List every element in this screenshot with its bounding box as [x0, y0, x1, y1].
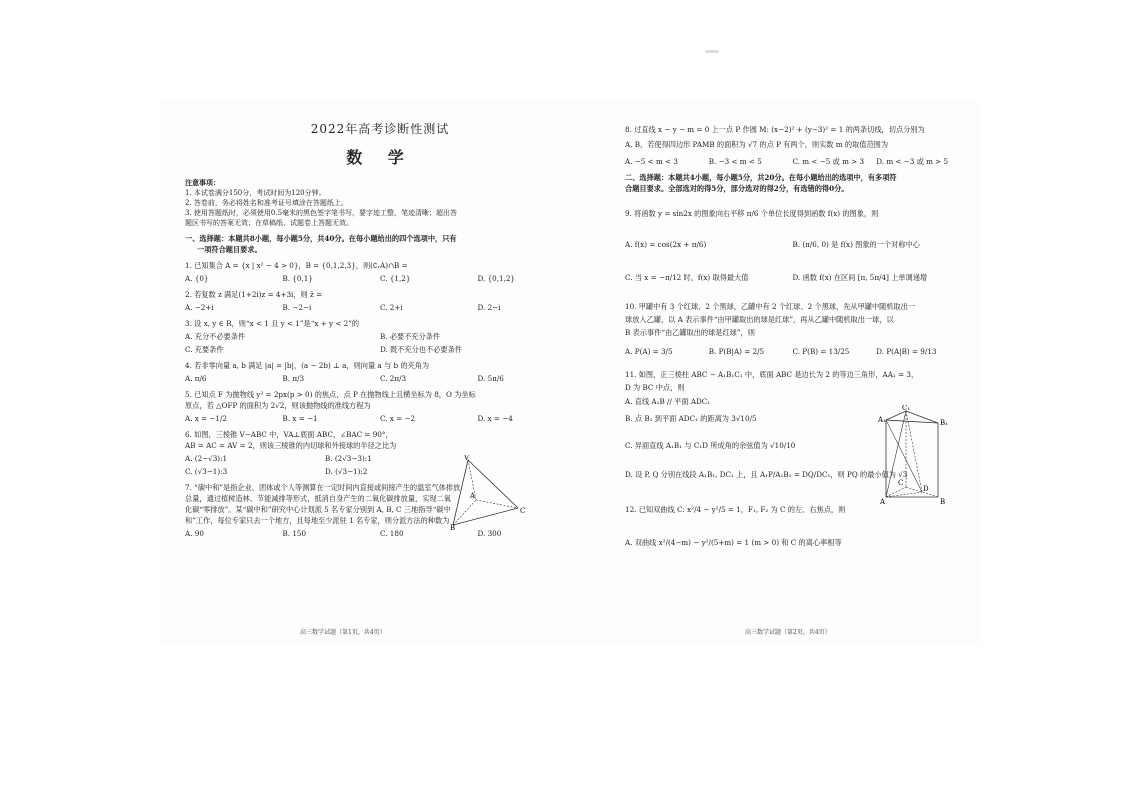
question-10-cont: B 表示事件“由乙罐取出的球是红球”，则 [625, 328, 755, 337]
option: A. {0} [185, 274, 209, 283]
question-9-options-row2 [625, 272, 960, 283]
notice-item: 2. 答卷前，务必将姓名和准考证号填涂在答题纸上。 [185, 199, 348, 207]
option: A. −2+i [185, 303, 214, 312]
question-7-cont: 总量，通过植树造林、节能减排等形式，抵消自身产生的二氧化碳排放量，实现二氧 [185, 494, 451, 503]
question-9-options-row1 [625, 239, 960, 250]
question-3-options-row2 [185, 344, 575, 355]
question-7: 7. “碳中和”是指企业、团体或个人等测算在一定时间内直接或间接产生的温室气体排放 [185, 483, 461, 492]
option: D. 函数 f(x) 在区间 [π, 5π/4] 上单调递增 [792, 273, 928, 282]
question-10-options [625, 346, 960, 357]
figure-label: A [880, 498, 886, 505]
option: A. π/6 [185, 374, 207, 383]
prism-figure [878, 405, 963, 505]
option: D. m < −3 或 m > 5 [876, 157, 949, 166]
option: A. −5 < m < 3 [625, 157, 678, 166]
exam-title: 2022年高考诊断性测试 [310, 122, 450, 136]
question-6: 6. 如图，三棱锥 V−ABC 中，VA⊥底面 ABC，∠BAC = 90°， [185, 430, 393, 439]
option: C. 2π/3 [380, 374, 407, 383]
section1-header: 一、选择题：本题共8小题，每小题5分，共40分。在每小题给出的四个选项中，只有 [185, 234, 457, 243]
question-2-options [185, 302, 575, 313]
figure-label: B [940, 498, 946, 505]
option: B. −2−i [282, 303, 312, 312]
question-6-options-row1 [185, 453, 465, 464]
question-11-opt-a: A. 直线 A₁B // 平面 ADC₁ [625, 397, 711, 406]
figure-label: D [923, 485, 929, 493]
question-5-cont: 原点，若 △OFP 的面积为 2√2，则该抛物线的准线方程为 [185, 401, 371, 410]
figure-label: A [470, 492, 476, 500]
option: C. m < −5 或 m > 3 [792, 157, 865, 166]
notice-title: 注意事项： [185, 178, 220, 187]
question-3: 3. 设 x, y ∈ R，则“x < 1 且 y < 1”是“x + y < 2”的 [185, 319, 360, 328]
question-8: 8. 过直线 x − y − m = 0 上一点 P 作圆 M: (x−2)² + (y−3)² = 1 的两条切线，切点分别为 [625, 125, 925, 134]
option: B. x = −1 [282, 414, 318, 423]
option: C. x = −2 [380, 414, 416, 423]
option: D. P(A|B) = 9/13 [876, 347, 937, 356]
option: C. P(B) = 13/25 [792, 347, 850, 356]
question-7-cont: 和”工作，每位专家只去一个地方，且每地至少派驻 1 名专家，则分派方法的种数为 [185, 516, 450, 525]
option: D. x = −4 [477, 414, 513, 423]
question-2: 2. 若复数 z 满足(1+2i)z = 4+3i，则 z̄ = [185, 290, 323, 299]
question-5: 5. 已知点 F 为抛物线 y² = 2px(p > 0) 的焦点，点 P 在抛物线上且横坐标为 8，O 为坐标 [185, 390, 476, 399]
page-footer-left: 高三数学试题（第1页，共4页） [300, 629, 386, 636]
option: A. P(A) = 3/5 [625, 347, 673, 356]
option: C. (√3−1):3 [185, 467, 228, 476]
figure-label: C [898, 479, 904, 487]
figure-label: B₁ [940, 419, 948, 427]
question-10: 10. 甲罐中有 3 个红球、2 个黑球，乙罐中有 2 个红球、2 个黑球，先从甲罐中随机取出一 [625, 302, 916, 311]
option: B. 必要不充分条件 [380, 332, 441, 341]
scan-mark [705, 50, 719, 53]
option: B. −3 < m < 5 [708, 157, 762, 166]
option: A. f(x) = cos(2x + π/6) [625, 240, 707, 249]
page-footer-right: 高三数学试题（第2页，共4页） [745, 629, 831, 636]
question-4: 4. 若非零向量 a, b 满足 |a| = |b|，(a − 2b) ⊥ a，则向量 a 与 b 的夹角为 [185, 361, 430, 370]
section1-header2: 一项符合题目要求。 [197, 245, 262, 254]
question-1-options [185, 273, 575, 284]
subject-title: 数 学 [346, 148, 414, 167]
question-8-cont: A, B，若使得四边形 PAMB 的面积为 √7 的点 P 有两个，则实数 m 的取值范围为 [625, 140, 889, 149]
option: A. 90 [185, 529, 204, 538]
option: D. 300 [477, 529, 502, 538]
figure-label: V [464, 455, 470, 462]
question-12-opt-a: A. 双曲线 x²/(4−m) − y²/(5+m) = 1 (m > 0) 和 C 的离心率相等 [625, 538, 842, 547]
question-3-options-row1 [185, 331, 575, 342]
figure-label: C [520, 507, 526, 515]
question-8-options [625, 156, 960, 167]
question-9: 9. 将函数 y = sin2x 的图象向右平移 π/6 个单位长度得到函数 f(x) 的图象，则 [625, 209, 879, 218]
question-4-options [185, 373, 575, 384]
question-11: 11. 如图，正三棱柱 ABC − A₁B₁C₁ 中，底面 ABC 是边长为 2 的等边三角形，AA₁ = 3， [625, 370, 919, 379]
figure-label: C₁ [902, 405, 911, 412]
question-11-opt-c: C. 异面直线 A₁B₁ 与 C₁D 所成角的余弦值为 √10/10 [625, 441, 796, 450]
section2-header: 二、选择题：本题共4小题，每小题5分，共20分。在每小题给出的选项中，有多项符 [625, 173, 897, 182]
question-10-cont: 球放入乙罐，以 A 表示事件“由甲罐取出的球是红球”，再从乙罐中随机取出一球，以 [625, 315, 894, 324]
option: B. P(B|A) = 2/5 [708, 347, 765, 356]
option: D. (√3−1):2 [325, 467, 368, 476]
question-5-options [185, 413, 575, 424]
question-11-opt-b: B. 点 B₁ 到平面 ADC₁ 的距离为 3√10/5 [625, 414, 757, 423]
question-7-cont: 化碳“零排放”。某“碳中和”研究中心计划派 5 名专家分别到 A, B, C 三地指导“碳中 [185, 505, 451, 514]
tetrahedron-figure [450, 455, 530, 530]
option: D. 既不充分也不必要条件 [380, 345, 462, 354]
question-1: 1. 已知集合 A = {x | x² − 4 > 0}，B = {0,1,2,3}，则(∁ᵣA)∩B = [185, 261, 408, 270]
option: C. 180 [380, 529, 404, 538]
question-12: 12. 已知双曲线 C: x²/4 − y²/5 = 1，F₁, F₂ 为 C 的左、右焦点，则 [625, 505, 846, 514]
question-6-cont: AB = AC = AV = 2，则该三棱锥的内切球和外接球的半径之比为 [185, 441, 397, 450]
notice-item: 1. 本试卷满分150分，考试时间为120分钟。 [185, 189, 326, 197]
notice-item: 题区书写的答案无效；在草稿纸、试题卷上答题无效。 [185, 219, 353, 227]
section2-header2: 合题目要求。全部选对的得5分，部分选对的得2分，有选错的得0分。 [625, 184, 849, 193]
question-11-opt-d: D. 设 P, Q 分别在线段 A₁B₁, DC₁ 上，且 A₁P/A₁B₁ = DQ/DC₁，则 PQ 的最小值为 √3 [625, 470, 908, 479]
option: B. π/3 [282, 374, 305, 383]
option: D. 5π/6 [477, 374, 504, 383]
option: B. 150 [282, 529, 307, 538]
question-11-cont: D 为 BC 中点，则 [625, 383, 685, 392]
option: B. {0,1} [282, 274, 313, 283]
exam-sheet [160, 100, 980, 645]
option: D. {0,1,2} [477, 274, 516, 283]
option: B. (π/6, 0) 是 f(x) 图象的一个对称中心 [792, 240, 920, 249]
option: A. x = −1/2 [185, 414, 227, 423]
figure-label: A₁ [878, 416, 886, 424]
question-6-options-row2 [185, 466, 465, 477]
option: B. (2√3−3):1 [325, 454, 372, 463]
option: C. {1,2} [380, 274, 411, 283]
figure-label: B [450, 524, 456, 530]
option: C. 2+i [380, 303, 403, 312]
option: A. 充分不必要条件 [185, 332, 246, 341]
notice-item: 3. 使用答题纸时，必须使用0.5毫米的黑色签字笔书写，要字迹工整，笔迹清晰；超出答 [185, 209, 458, 217]
option: C. 当 x = −π/12 时，f(x) 取得最大值 [625, 273, 749, 282]
option: D. 2−i [477, 303, 501, 312]
option: A. (2−√3):1 [185, 454, 228, 463]
option: C. 充要条件 [185, 345, 224, 354]
